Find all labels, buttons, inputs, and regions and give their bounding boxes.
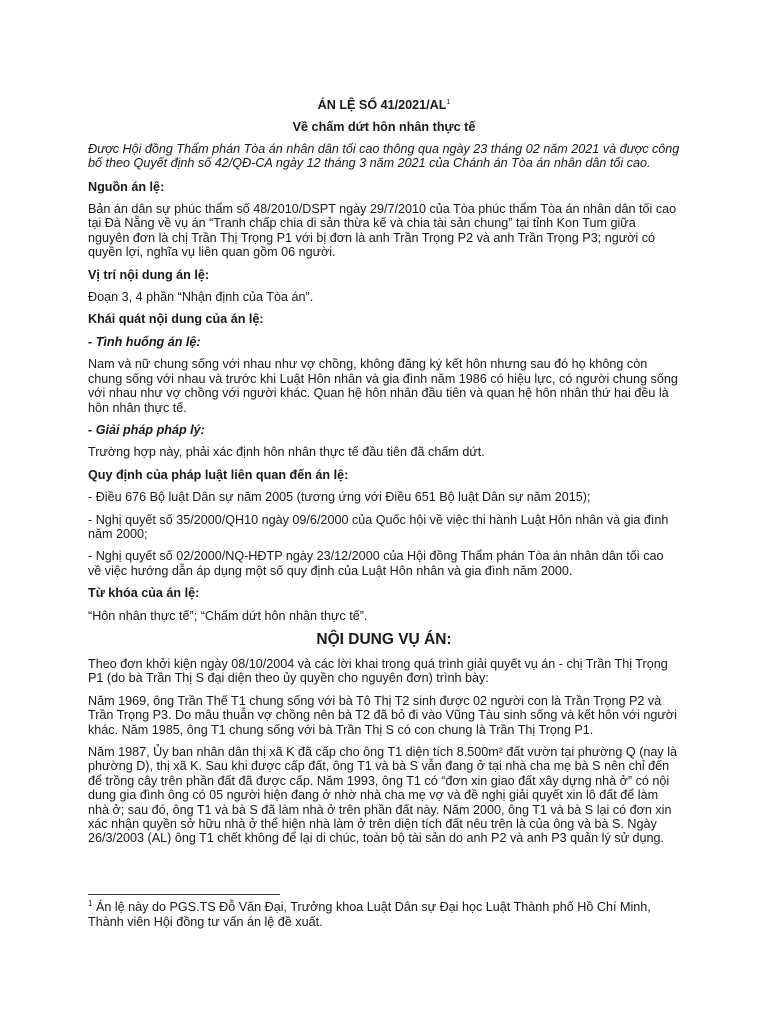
source-heading: Nguồn án lệ: [88, 179, 165, 194]
keywords-text: “Hôn nhân thực tế”; “Chấm dứt hôn nhân thực tế”. [88, 608, 368, 623]
solution-text: Trường hợp này, phải xác định hôn nhân thực tế đầu tiên đã chấm dứt. [88, 445, 485, 460]
footnote [88, 900, 680, 930]
solution-heading: - Giải pháp pháp lý: [88, 422, 205, 437]
title-text: ÁN LỆ SỐ 41/2021/AL [317, 98, 447, 112]
case-content-heading: NỘI DUNG VỤ ÁN: [316, 630, 452, 648]
footnote-divider [88, 894, 280, 895]
footnote-text: Án lệ này do PGS.TS Đỗ Văn Đại, Trưởng khoa Luật Dân sự Đại học Luật Thành phố Hồ Chí Minh, Thành viên Hội đồng tư vấn án lệ đề xuất. [88, 900, 651, 929]
location-heading: Vị trí nội dung án lệ: [88, 267, 210, 282]
document-subtitle: Về chấm dứt hôn nhân thực tế [292, 120, 476, 135]
intro-paragraph: Được Hội đồng Thẩm phán Tòa án nhân dân tối cao thông qua ngày 23 tháng 02 năm 2021 và được công bố theo Quyết định số 42/QĐ-CA ngày 12 tháng 3 năm 2021 của Chánh án Tòa án nhân dân tối cao. [88, 141, 680, 171]
title-footnote-mark: 1 [446, 98, 451, 106]
regulation-item: - Nghị quyết số 02/2000/NQ-HĐTP ngày 23/12/2000 của Hội đồng Thẩm phán Tòa án nhân dân tối cao về việc hướng dẫn áp dụng một số quy định của Luật Hôn nhân và gia đình năm 2000. [88, 549, 664, 578]
source-text: Bản án dân sự phúc thẩm số 48/2010/DSPT ngày 29/7/2010 của Tòa phúc thẩm Tòa án nhân dân tối cao tại Đà Nẵng về vụ án “Tranh chấp chia di sản thừa kế và chia tài sản chung” tại tỉnh Kon Tum giữa nguyên đơn là chị Trần Thị Trọng P1 với bị đơn là anh Trần Trọng P2 và anh Trần Trọng P3; người có quyền lợi, nghĩa vụ liên quan gồm 06 người. [88, 202, 677, 260]
footnote-mark: 1 [88, 898, 93, 908]
location-text: Đoạn 3, 4 phần “Nhận định của Tòa án”. [88, 290, 314, 305]
keywords-heading: Từ khóa của án lệ: [88, 586, 200, 601]
document-title [88, 98, 680, 112]
case-paragraph: Năm 1987, Ủy ban nhân dân thị xã K đã cấp cho ông T1 diện tích 8.500m² đất vườn tại phường Q (nay là phường D), thị xã K. Sau khi được cấp đất, ông T1 và bà S vẫn đang ở tại nhà cha mẹ bà S nên chỉ đến để trồng cây trên phần đất đã được cấp. Năm 1993, ông T1 có “đơn xin giao đất xây dựng nhà ở” có nội dung gia đình ông có 05 người hiện đang ở nhờ nhà cha mẹ vợ và đề nghị giải quyết xin lô đất để làm nhà ở; sau đó, ông T1 và bà S đã làm nhà ở trên phần đất này. Năm 2000, ông T1 và bà S lại có đơn xin xác nhận quyền sở hữu nhà ở thể hiện nhà làm ở trên diện tích đất nêu trên là của ông và bà S. Ngày 26/3/2003 (AL) ông T1 chết không để lại di chúc, toàn bộ tài sản do anh P2 và anh P3 quản lý sử dụng. [88, 745, 678, 846]
case-paragraph: Năm 1969, ông Trần Thế T1 chung sống với bà Tô Thị T2 sinh được 02 người con là Trần Trọng P2 và Trần Trọng P3. Do mâu thuẫn vợ chồng nên bà T2 đã bỏ đi vào Vũng Tàu sinh sống và kết hôn với người khác. Năm 1985, ông T1 chung sống với bà Trần Thị S có con chung là Trần Thị Trọng P1. [88, 693, 677, 737]
regulations-heading: Quy định của pháp luật liên quan đến án lệ: [88, 467, 349, 482]
summary-heading: Khái quát nội dung của án lệ: [88, 312, 264, 327]
situation-text: Nam và nữ chung sống với nhau như vợ chồng, không đăng ký kết hôn nhưng sau đó họ không còn chung sống với nhau và trước khi Luật Hôn nhân và gia đình năm 1986 có hiệu lực, có người chung sống với nhau như vợ chồng với người khác. Quan hệ hôn nhân đầu tiên và quan hệ hôn nhân thứ hai đều là hôn nhân thực tế. [88, 357, 678, 415]
situation-heading: - Tình huống án lệ: [88, 334, 201, 349]
regulation-item: - Nghị quyết số 35/2000/QH10 ngày 09/6/2000 của Quốc hội về việc thi hành Luật Hôn nhân và gia đình năm 2000; [88, 512, 669, 541]
case-paragraph: Theo đơn khởi kiện ngày 08/10/2004 và các lời khai trong quá trình giải quyết vụ án - chị Trần Thị Trọng P1 (do bà Trần Thị S đại diện theo ủy quyền cho nguyên đơn) trình bày: [88, 656, 668, 686]
regulation-item: - Điều 676 Bộ luật Dân sự năm 2005 (tương ứng với Điều 651 Bộ luật Dân sự năm 2015); [88, 490, 591, 505]
